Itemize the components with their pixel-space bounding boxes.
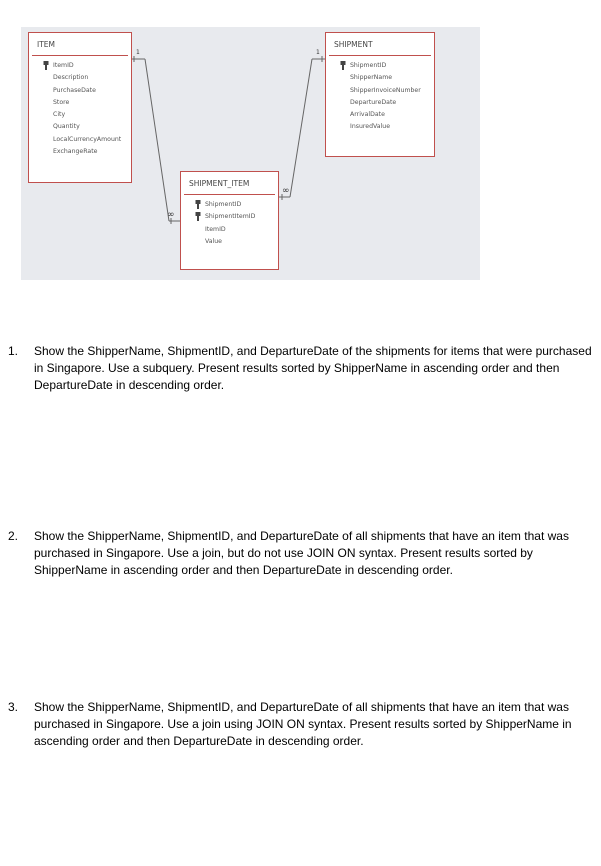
item-field: Store [53,98,70,106]
primary-key-icon [43,61,49,70]
relationship-diagram [21,27,480,280]
item-field: Quantity [53,123,80,131]
many-marker-shipment-side: ∞ [282,186,290,196]
question-number: 2. [8,529,19,543]
relationship-item-shipmentitem [132,56,180,224]
relationship-shipment-shipmentitem [279,56,325,200]
many-marker-item-side: ∞ [167,210,175,220]
shipment-field: InsuredValue [350,123,391,131]
question-number: 3. [8,700,19,714]
shipment-item-field: ShipmentItemID [181,211,278,223]
item-field: Description [53,74,89,82]
shipment-field-list [326,56,434,134]
shipment-item-field: ShipmentID [181,199,278,211]
item-field-list [29,56,131,158]
shipment-field: ArrivalDate [350,111,385,119]
question-text: Show the ShipperName, ShipmentID, and DepartureDate of all shipments that have an item that was purchased in Singapore. Use a join, but do not use JOIN ON syntax. Present results sorted by ShipperName in ascending order and then DepartureDate in descending order. [34,529,569,577]
primary-key-icon [195,212,201,221]
shipment-field: DepartureDate [350,98,397,106]
shipment-field: ShipperInvoiceNumber [350,86,421,94]
one-marker-shipment: 1 [316,49,320,56]
question-number: 1. [8,344,19,358]
shipment-table[interactable] [325,32,435,157]
primary-key-icon [195,200,201,209]
shipment-item-field-list [181,195,278,248]
question-text: Show the ShipperName, ShipmentID, and DepartureDate of all shipments that have an item that was purchased in Singapore. Use a join using JOIN ON syntax. Present results sorted by ShipperName in ascending order and then DepartureDate in descending order. [34,700,572,748]
one-marker-item: 1 [136,49,140,56]
shipment-item-table[interactable] [180,171,279,270]
shipment-item-field: Value [205,237,222,245]
item-field: ExchangeRate [53,148,98,156]
item-table-title: ITEM [37,40,56,49]
shipment-table-title: SHIPMENT [334,40,373,49]
primary-key-icon [340,61,346,70]
item-field: ItemID [29,60,131,72]
shipment-field: ShipperName [350,74,393,82]
shipment-item-table-title: SHIPMENT_ITEM [189,179,250,188]
item-field: City [53,111,66,119]
shipment-field: ShipmentID [326,60,434,72]
question-text: Show the ShipperName, ShipmentID, and DepartureDate of the shipments for items that were purchased in Singapore. Use a subquery. Present results sorted by ShipperName in ascending order and then DepartureDate in descending order. [34,344,592,392]
item-field: PurchaseDate [53,86,96,94]
shipment-item-field: ItemID [205,225,226,233]
item-table[interactable] [28,32,132,183]
item-field: LocalCurrencyAmount [53,135,122,143]
